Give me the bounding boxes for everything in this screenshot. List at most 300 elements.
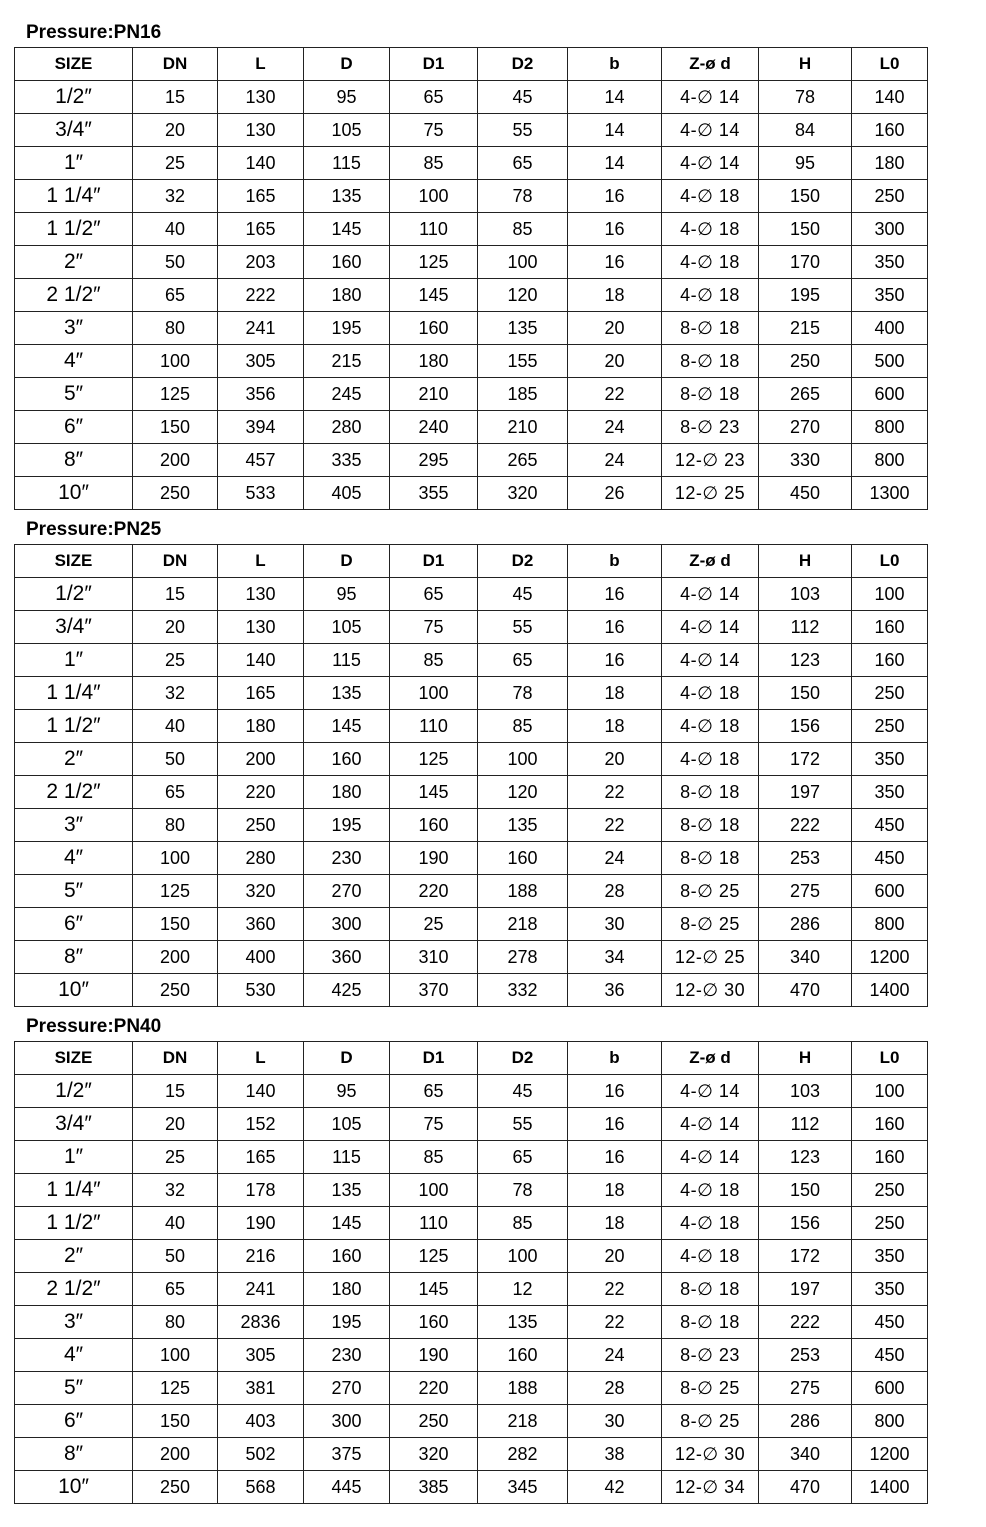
table-cell: 155: [478, 345, 568, 378]
table-cell: 4-∅ 18: [662, 180, 759, 213]
table-cell: 36: [568, 974, 662, 1007]
table-cell: 20: [133, 114, 218, 147]
table-cell: 250: [852, 1174, 928, 1207]
table-cell: 150: [133, 1405, 218, 1438]
table-cell: 112: [759, 1108, 852, 1141]
table-cell: 188: [478, 875, 568, 908]
size-cell: 2 1/2″: [15, 776, 133, 809]
size-cell: 6″: [15, 411, 133, 444]
header-row: [15, 545, 928, 578]
column-header: L0: [852, 1042, 928, 1075]
table-row: [15, 908, 928, 941]
table-cell: 270: [759, 411, 852, 444]
column-header: L: [218, 48, 304, 81]
table-cell: 65: [478, 1141, 568, 1174]
table-cell: 100: [133, 1339, 218, 1372]
table-cell: 356: [218, 378, 304, 411]
table-cell: 115: [304, 147, 390, 180]
size-cell: 2″: [15, 1240, 133, 1273]
table-cell: 8-∅ 25: [662, 875, 759, 908]
table-cell: 55: [478, 114, 568, 147]
table-cell: 172: [759, 743, 852, 776]
size-cell: 8″: [15, 1438, 133, 1471]
table-cell: 20: [133, 611, 218, 644]
table-cell: 45: [478, 1075, 568, 1108]
table-cell: 100: [133, 842, 218, 875]
table-cell: 245: [304, 378, 390, 411]
table-cell: 45: [478, 578, 568, 611]
column-header: b: [568, 1042, 662, 1075]
table-cell: 305: [218, 1339, 304, 1372]
table-row: [15, 180, 928, 213]
table-cell: 135: [478, 1306, 568, 1339]
table-cell: 130: [218, 81, 304, 114]
table-row: [15, 345, 928, 378]
table-cell: 110: [390, 1207, 478, 1240]
table-cell: 165: [218, 180, 304, 213]
column-header: D2: [478, 545, 568, 578]
table-cell: 150: [759, 180, 852, 213]
table-cell: 145: [304, 1207, 390, 1240]
table-cell: 800: [852, 1405, 928, 1438]
table-cell: 125: [133, 1372, 218, 1405]
table-cell: 123: [759, 644, 852, 677]
table-cell: 16: [568, 213, 662, 246]
table-cell: 25: [133, 644, 218, 677]
table-cell: 45: [478, 81, 568, 114]
table-cell: 16: [568, 180, 662, 213]
table-cell: 8-∅ 18: [662, 378, 759, 411]
table-cell: 200: [133, 941, 218, 974]
table-cell: 278: [478, 941, 568, 974]
table-cell: 100: [478, 246, 568, 279]
size-cell: 5″: [15, 378, 133, 411]
table-row: [15, 147, 928, 180]
table-cell: 140: [218, 1075, 304, 1108]
table-cell: 14: [568, 147, 662, 180]
column-header: SIZE: [15, 545, 133, 578]
table-cell: 125: [390, 246, 478, 279]
table-cell: 80: [133, 1306, 218, 1339]
table-row: [15, 1207, 928, 1240]
table-cell: 135: [304, 677, 390, 710]
table-cell: 197: [759, 776, 852, 809]
table-row: [15, 809, 928, 842]
table-cell: 105: [304, 1108, 390, 1141]
table-cell: 600: [852, 1372, 928, 1405]
table-cell: 457: [218, 444, 304, 477]
table-cell: 12-∅ 30: [662, 1438, 759, 1471]
table-cell: 30: [568, 1405, 662, 1438]
table-cell: 85: [478, 213, 568, 246]
table-cell: 130: [218, 611, 304, 644]
table-row: [15, 477, 928, 510]
table-cell: 190: [218, 1207, 304, 1240]
table-cell: 340: [759, 941, 852, 974]
table-cell: 250: [133, 974, 218, 1007]
table-cell: 32: [133, 677, 218, 710]
column-header: DN: [133, 48, 218, 81]
table-cell: 8-∅ 23: [662, 411, 759, 444]
table-row: [15, 974, 928, 1007]
table-cell: 4-∅ 14: [662, 1075, 759, 1108]
table-cell: 305: [218, 345, 304, 378]
table-cell: 20: [568, 345, 662, 378]
table-cell: 600: [852, 875, 928, 908]
size-cell: 3/4″: [15, 1108, 133, 1141]
table-row: [15, 1174, 928, 1207]
table-cell: 15: [133, 1075, 218, 1108]
table-cell: 32: [133, 180, 218, 213]
spec-table-pn40: [14, 1041, 928, 1504]
size-cell: 5″: [15, 1372, 133, 1405]
table-cell: 8-∅ 18: [662, 776, 759, 809]
table-row: [15, 444, 928, 477]
table-cell: 4-∅ 18: [662, 1240, 759, 1273]
table-cell: 1400: [852, 974, 928, 1007]
table-cell: 135: [304, 180, 390, 213]
table-cell: 103: [759, 1075, 852, 1108]
table-cell: 55: [478, 1108, 568, 1141]
table-cell: 8-∅ 18: [662, 1306, 759, 1339]
table-cell: 160: [390, 1306, 478, 1339]
table-cell: 125: [390, 743, 478, 776]
table-cell: 195: [304, 809, 390, 842]
table-cell: 16: [568, 1108, 662, 1141]
table-cell: 222: [759, 809, 852, 842]
table-cell: 80: [133, 809, 218, 842]
table-cell: 20: [568, 312, 662, 345]
table-cell: 502: [218, 1438, 304, 1471]
table-cell: 250: [852, 180, 928, 213]
table-cell: 195: [304, 312, 390, 345]
column-header: D1: [390, 48, 478, 81]
table-cell: 450: [852, 842, 928, 875]
table-cell: 188: [478, 1372, 568, 1405]
table-cell: 8-∅ 25: [662, 1372, 759, 1405]
table-cell: 18: [568, 677, 662, 710]
table-cell: 65: [390, 578, 478, 611]
table-cell: 250: [133, 477, 218, 510]
table-cell: 95: [304, 1075, 390, 1108]
table-cell: 50: [133, 1240, 218, 1273]
table-cell: 165: [218, 213, 304, 246]
table-cell: 78: [759, 81, 852, 114]
table-cell: 222: [218, 279, 304, 312]
table-cell: 25: [133, 1141, 218, 1174]
table-cell: 65: [390, 1075, 478, 1108]
table-cell: 310: [390, 941, 478, 974]
table-cell: 16: [568, 644, 662, 677]
size-cell: 8″: [15, 444, 133, 477]
table-cell: 203: [218, 246, 304, 279]
table-cell: 4-∅ 14: [662, 644, 759, 677]
table-cell: 4-∅ 14: [662, 81, 759, 114]
table-cell: 65: [478, 644, 568, 677]
column-header: H: [759, 545, 852, 578]
table-cell: 78: [478, 677, 568, 710]
table-cell: 22: [568, 1273, 662, 1306]
table-cell: 12: [478, 1273, 568, 1306]
table-cell: 160: [852, 611, 928, 644]
table-cell: 20: [133, 1108, 218, 1141]
table-cell: 265: [759, 378, 852, 411]
column-header: b: [568, 48, 662, 81]
table-cell: 78: [478, 1174, 568, 1207]
table-cell: 12-∅ 25: [662, 477, 759, 510]
table-cell: 4-∅ 18: [662, 246, 759, 279]
size-cell: 1″: [15, 1141, 133, 1174]
table-row: [15, 677, 928, 710]
table-cell: 8-∅ 25: [662, 908, 759, 941]
table-cell: 210: [390, 378, 478, 411]
column-header: Z-ø d: [662, 1042, 759, 1075]
table-cell: 22: [568, 378, 662, 411]
table-cell: 275: [759, 875, 852, 908]
table-cell: 145: [390, 1273, 478, 1306]
size-cell: 1/2″: [15, 81, 133, 114]
table-cell: 16: [568, 1141, 662, 1174]
table-cell: 340: [759, 1438, 852, 1471]
table-row: [15, 611, 928, 644]
column-header: D1: [390, 1042, 478, 1075]
section-title: Pressure:PN40: [26, 1016, 162, 1037]
table-cell: 253: [759, 842, 852, 875]
table-cell: 218: [478, 1405, 568, 1438]
table-cell: 140: [218, 147, 304, 180]
table-cell: 18: [568, 710, 662, 743]
table-cell: 14: [568, 81, 662, 114]
table-cell: 250: [759, 345, 852, 378]
table-cell: 2836: [218, 1306, 304, 1339]
table-cell: 34: [568, 941, 662, 974]
table-cell: 200: [218, 743, 304, 776]
table-cell: 100: [390, 677, 478, 710]
table-cell: 4-∅ 14: [662, 1108, 759, 1141]
table-row: [15, 1240, 928, 1273]
table-cell: 16: [568, 611, 662, 644]
table-cell: 145: [390, 776, 478, 809]
table-row: [15, 1141, 928, 1174]
size-cell: 2″: [15, 246, 133, 279]
table-cell: 85: [390, 147, 478, 180]
table-cell: 12-∅ 34: [662, 1471, 759, 1504]
table-row: [15, 1108, 928, 1141]
table-cell: 150: [759, 213, 852, 246]
table-cell: 295: [390, 444, 478, 477]
table-cell: 16: [568, 1075, 662, 1108]
table-cell: 75: [390, 611, 478, 644]
table-cell: 230: [304, 1339, 390, 1372]
size-cell: 2 1/2″: [15, 279, 133, 312]
table-row: [15, 213, 928, 246]
table-cell: 40: [133, 213, 218, 246]
table-cell: 800: [852, 444, 928, 477]
column-header: D: [304, 1042, 390, 1075]
table-row: [15, 1372, 928, 1405]
table-cell: 800: [852, 908, 928, 941]
table-cell: 355: [390, 477, 478, 510]
table-cell: 152: [218, 1108, 304, 1141]
table-cell: 135: [478, 809, 568, 842]
table-cell: 1200: [852, 1438, 928, 1471]
table-cell: 22: [568, 809, 662, 842]
table-cell: 220: [390, 1372, 478, 1405]
size-cell: 1 1/2″: [15, 710, 133, 743]
table-cell: 178: [218, 1174, 304, 1207]
column-header: SIZE: [15, 48, 133, 81]
table-row: [15, 312, 928, 345]
table-cell: 40: [133, 710, 218, 743]
table-cell: 4-∅ 14: [662, 578, 759, 611]
table-row: [15, 1306, 928, 1339]
table-cell: 100: [133, 345, 218, 378]
table-cell: 1200: [852, 941, 928, 974]
table-row: [15, 1405, 928, 1438]
table-cell: 55: [478, 611, 568, 644]
table-cell: 445: [304, 1471, 390, 1504]
table-cell: 250: [133, 1471, 218, 1504]
table-cell: 170: [759, 246, 852, 279]
table-cell: 345: [478, 1471, 568, 1504]
table-row: [15, 1075, 928, 1108]
column-header: Z-ø d: [662, 545, 759, 578]
table-cell: 375: [304, 1438, 390, 1471]
table-cell: 215: [304, 345, 390, 378]
table-cell: 145: [304, 710, 390, 743]
table-cell: 100: [478, 743, 568, 776]
table-row: [15, 710, 928, 743]
column-header: D2: [478, 48, 568, 81]
table-row: [15, 1471, 928, 1504]
size-cell: 2″: [15, 743, 133, 776]
table-cell: 165: [218, 1141, 304, 1174]
table-cell: 125: [133, 378, 218, 411]
table-cell: 4-∅ 18: [662, 743, 759, 776]
table-cell: 50: [133, 743, 218, 776]
table-cell: 280: [218, 842, 304, 875]
size-cell: 4″: [15, 345, 133, 378]
table-cell: 370: [390, 974, 478, 1007]
table-cell: 160: [478, 842, 568, 875]
table-cell: 185: [478, 378, 568, 411]
table-cell: 42: [568, 1471, 662, 1504]
table-cell: 350: [852, 743, 928, 776]
table-cell: 4-∅ 14: [662, 147, 759, 180]
table-cell: 15: [133, 578, 218, 611]
table-row: [15, 941, 928, 974]
table-cell: 16: [568, 578, 662, 611]
column-header: D2: [478, 1042, 568, 1075]
section-title: Pressure:PN16: [26, 22, 162, 43]
table-cell: 140: [218, 644, 304, 677]
table-row: [15, 246, 928, 279]
table-cell: 150: [133, 908, 218, 941]
section-title: Pressure:PN25: [26, 519, 162, 540]
table-cell: 160: [852, 114, 928, 147]
table-cell: 195: [304, 1306, 390, 1339]
table-cell: 450: [852, 809, 928, 842]
table-row: [15, 279, 928, 312]
size-cell: 1 1/4″: [15, 180, 133, 213]
size-cell: 4″: [15, 1339, 133, 1372]
table-cell: 180: [218, 710, 304, 743]
table-cell: 130: [218, 578, 304, 611]
table-cell: 222: [759, 1306, 852, 1339]
table-cell: 275: [759, 1372, 852, 1405]
table-cell: 600: [852, 378, 928, 411]
table-cell: 100: [390, 180, 478, 213]
table-cell: 335: [304, 444, 390, 477]
size-cell: 4″: [15, 842, 133, 875]
table-cell: 95: [304, 578, 390, 611]
spec-table-pn16: [14, 47, 928, 510]
table-cell: 14: [568, 114, 662, 147]
table-cell: 135: [478, 312, 568, 345]
table-cell: 8-∅ 23: [662, 1339, 759, 1372]
table-cell: 105: [304, 114, 390, 147]
table-cell: 115: [304, 644, 390, 677]
table-cell: 18: [568, 1207, 662, 1240]
table-cell: 280: [304, 411, 390, 444]
table-cell: 12-∅ 23: [662, 444, 759, 477]
table-cell: 30: [568, 908, 662, 941]
table-cell: 22: [568, 776, 662, 809]
table-cell: 80: [133, 312, 218, 345]
table-cell: 500: [852, 345, 928, 378]
table-cell: 75: [390, 1108, 478, 1141]
table-cell: 381: [218, 1372, 304, 1405]
table-cell: 350: [852, 1240, 928, 1273]
table-cell: 530: [218, 974, 304, 1007]
table-cell: 130: [218, 114, 304, 147]
table-cell: 4-∅ 18: [662, 213, 759, 246]
table-row: [15, 114, 928, 147]
column-header: b: [568, 545, 662, 578]
table-cell: 84: [759, 114, 852, 147]
table-cell: 220: [218, 776, 304, 809]
size-cell: 1″: [15, 147, 133, 180]
size-cell: 1/2″: [15, 1075, 133, 1108]
table-cell: 160: [852, 644, 928, 677]
size-cell: 3″: [15, 312, 133, 345]
table-cell: 24: [568, 1339, 662, 1372]
table-cell: 180: [304, 279, 390, 312]
size-cell: 6″: [15, 1405, 133, 1438]
table-cell: 100: [478, 1240, 568, 1273]
table-cell: 120: [478, 776, 568, 809]
table-cell: 450: [852, 1339, 928, 1372]
table-cell: 65: [133, 279, 218, 312]
column-header: D1: [390, 545, 478, 578]
table-cell: 95: [759, 147, 852, 180]
table-cell: 135: [304, 1174, 390, 1207]
table-cell: 12-∅ 30: [662, 974, 759, 1007]
table-cell: 156: [759, 1207, 852, 1240]
table-cell: 4-∅ 18: [662, 1174, 759, 1207]
table-cell: 85: [390, 1141, 478, 1174]
table-cell: 112: [759, 611, 852, 644]
size-cell: 1/2″: [15, 578, 133, 611]
table-cell: 253: [759, 1339, 852, 1372]
table-cell: 65: [133, 1273, 218, 1306]
column-header: SIZE: [15, 1042, 133, 1075]
table-cell: 332: [478, 974, 568, 1007]
table-cell: 100: [852, 578, 928, 611]
table-cell: 4-∅ 14: [662, 1141, 759, 1174]
table-cell: 150: [759, 1174, 852, 1207]
size-cell: 10″: [15, 974, 133, 1007]
